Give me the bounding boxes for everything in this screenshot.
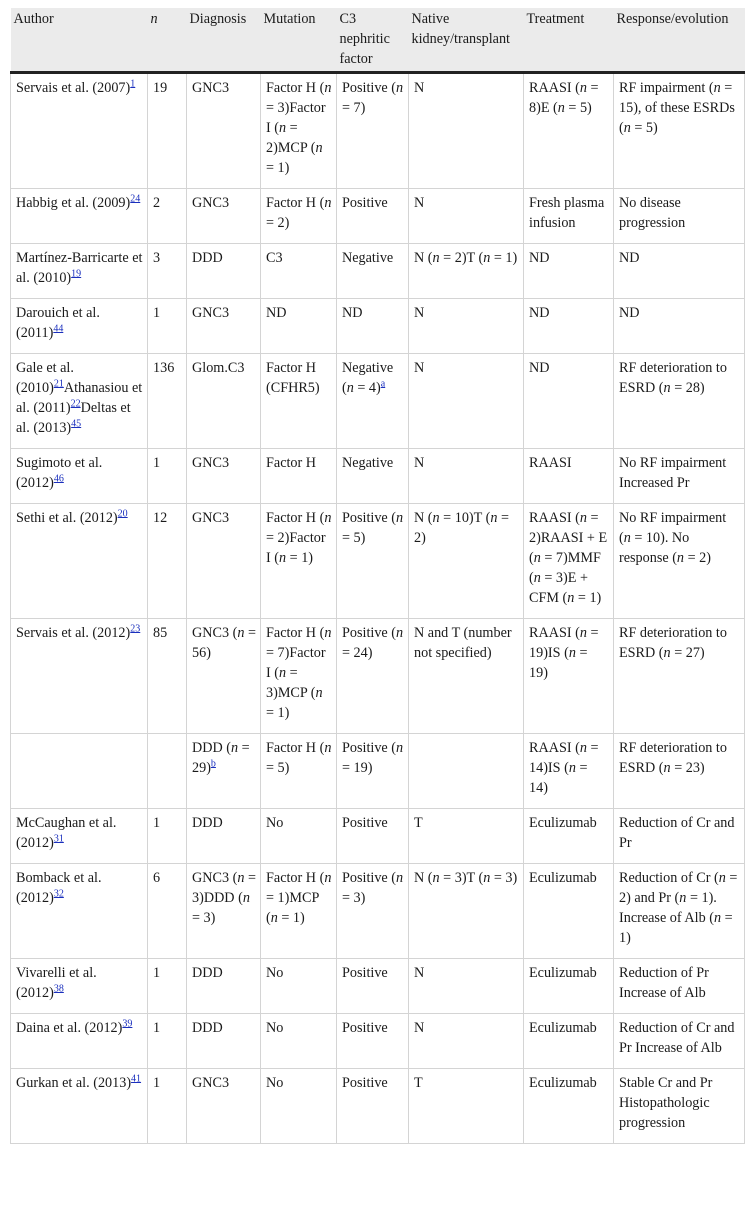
cell-author	[11, 734, 148, 809]
reference-link[interactable]: 31	[53, 833, 64, 845]
reference-link[interactable]: 41	[131, 1073, 142, 1085]
cell-treatment: Eculizumab	[524, 1014, 614, 1069]
footnote-link[interactable]: a	[380, 378, 386, 390]
cell-diagnosis: DDD (n = 29)$^b$	[187, 734, 261, 809]
cell-mutation: ND	[261, 299, 337, 354]
table-row	[11, 504, 745, 619]
cell-response: RF deterioration to ESRD (n = 27)	[614, 619, 745, 734]
reference-link[interactable]: 44	[53, 323, 64, 335]
reference-link[interactable]: 24	[130, 193, 141, 205]
cell-author: Gale et al. (2010)$^{21}$Athanasiou et al. (2011)$^{22}$Deltas et al. (2013)$^{45}$	[11, 354, 148, 449]
cell-n: 6	[148, 864, 187, 959]
cell-n: 85	[148, 619, 187, 734]
cell-n: 1	[148, 1014, 187, 1069]
cell-author: Servais et al. (2007)$^1$	[11, 73, 148, 189]
cell-treatment: ND	[524, 244, 614, 299]
table-row	[11, 449, 745, 504]
footnote-link[interactable]: 22	[70, 398, 81, 410]
table-row	[11, 244, 745, 299]
cell-author: Bomback et al. (2012)$^{32}$	[11, 864, 148, 959]
cell-c3: Negative	[337, 244, 409, 299]
cell-c3: Positive (n = 24)	[337, 619, 409, 734]
cell-n	[148, 734, 187, 809]
cell-diagnosis: GNC3	[187, 299, 261, 354]
cell-mutation: Factor H	[261, 449, 337, 504]
reference-link[interactable]: 1	[130, 78, 136, 90]
cell-response: Reduction of Cr and Pr	[614, 809, 745, 864]
cell-mutation: Factor H (n = 2)	[261, 189, 337, 244]
cell-response: RF deterioration to ESRD (n = 28)	[614, 354, 745, 449]
cell-native	[409, 734, 524, 809]
cell-response: Reduction of Pr Increase of Alb	[614, 959, 745, 1014]
col-header-diagnosis: Diagnosis	[187, 8, 261, 73]
col-header-native-kidney-transplant: Native kidney/transplant	[409, 8, 524, 73]
cell-native: N (n = 3)T (n = 3)	[409, 864, 524, 959]
cell-response: No RF impairment Increased Pr	[614, 449, 745, 504]
table-row	[11, 1069, 745, 1144]
cell-c3: Positive	[337, 1069, 409, 1144]
table-row	[11, 959, 745, 1014]
cell-mutation: Factor H (n = 7)Factor I (n = 3)MCP (n = 1)	[261, 619, 337, 734]
cell-diagnosis: GNC3	[187, 504, 261, 619]
col-header-n: n	[148, 8, 187, 73]
table-row	[11, 619, 745, 734]
cell-treatment: Eculizumab	[524, 809, 614, 864]
cell-native: T	[409, 809, 524, 864]
cell-response: ND	[614, 299, 745, 354]
cell-response: Reduction of Cr (n = 2) and Pr (n = 1). Increase of Alb (n = 1)	[614, 864, 745, 959]
cell-response: RF deterioration to ESRD (n = 23)	[614, 734, 745, 809]
cell-response: ND	[614, 244, 745, 299]
cell-native: N (n = 2)T (n = 1)	[409, 244, 524, 299]
cell-native: T	[409, 1069, 524, 1144]
cell-treatment: RAASI (n = 19)IS (n = 19)	[524, 619, 614, 734]
cell-response: RF impairment (n = 15), of these ESRDs (n = 5)	[614, 73, 745, 189]
cell-mutation: No	[261, 1014, 337, 1069]
cell-mutation: Factor H (n = 5)	[261, 734, 337, 809]
cell-mutation: C3	[261, 244, 337, 299]
cell-diagnosis: GNC3	[187, 73, 261, 189]
cell-treatment: Eculizumab	[524, 864, 614, 959]
cell-native: N	[409, 299, 524, 354]
cell-native: N	[409, 449, 524, 504]
cell-author: Gurkan et al. (2013)$^{41}$	[11, 1069, 148, 1144]
table-row	[11, 354, 745, 449]
reference-link[interactable]: 38	[53, 983, 64, 995]
cell-native: N and T (number not specified)	[409, 619, 524, 734]
cell-native: N	[409, 189, 524, 244]
literature-table	[10, 8, 745, 1144]
cell-diagnosis: GNC3	[187, 189, 261, 244]
cell-native: N (n = 10)T (n = 2)	[409, 504, 524, 619]
cell-author: Habbig et al. (2009)$^{24}$	[11, 189, 148, 244]
cell-treatment: RAASI (n = 2)RAASI + E (n = 7)MMF (n = 3)E + CFM (n = 1)	[524, 504, 614, 619]
cell-c3: Positive	[337, 189, 409, 244]
cell-diagnosis: GNC3 (n = 56)	[187, 619, 261, 734]
cell-author: Sethi et al. (2012)$^{20}$	[11, 504, 148, 619]
reference-link[interactable]: 46	[53, 473, 64, 485]
cell-author: McCaughan et al. (2012)$^{31}$	[11, 809, 148, 864]
cell-native: N	[409, 1014, 524, 1069]
cell-diagnosis: GNC3 (n = 3)DDD (n = 3)	[187, 864, 261, 959]
cell-native: N	[409, 959, 524, 1014]
table-row	[11, 734, 745, 809]
cell-treatment: Fresh plasma infusion	[524, 189, 614, 244]
cell-response: No RF impairment (n = 10). No response (n = 2)	[614, 504, 745, 619]
cell-diagnosis: DDD	[187, 1014, 261, 1069]
cell-mutation: Factor H (n = 2)Factor I (n = 1)	[261, 504, 337, 619]
cell-author: Darouich et al. (2011)$^{44}$	[11, 299, 148, 354]
table-row	[11, 809, 745, 864]
cell-treatment: RAASI (n = 8)E (n = 5)	[524, 73, 614, 189]
cell-c3: Positive	[337, 1014, 409, 1069]
cell-diagnosis: GNC3	[187, 449, 261, 504]
cell-treatment: ND	[524, 299, 614, 354]
cell-c3: Negative	[337, 449, 409, 504]
cell-diagnosis: DDD	[187, 809, 261, 864]
table-row	[11, 189, 745, 244]
cell-mutation: No	[261, 959, 337, 1014]
table-row	[11, 73, 745, 189]
reference-link[interactable]: 19	[71, 268, 82, 280]
cell-mutation: Factor H (CFHR5)	[261, 354, 337, 449]
cell-response: No disease progression	[614, 189, 745, 244]
cell-mutation: No	[261, 1069, 337, 1144]
cell-author: Martínez-Barricarte et al. (2010)$^{19}$	[11, 244, 148, 299]
cell-n: 1	[148, 299, 187, 354]
cell-author: Vivarelli et al. (2012)$^{38}$	[11, 959, 148, 1014]
cell-n: 1	[148, 809, 187, 864]
reference-link[interactable]: 45	[71, 418, 82, 430]
cell-c3: Positive (n = 7)	[337, 73, 409, 189]
footnote-link[interactable]: b	[210, 758, 216, 770]
col-header-treatment: Treatment	[524, 8, 614, 73]
reference-link[interactable]: 20	[117, 508, 128, 520]
cell-treatment: ND	[524, 354, 614, 449]
cell-author: Sugimoto et al. (2012)$^{46}$	[11, 449, 148, 504]
cell-c3: Positive	[337, 959, 409, 1014]
cell-n: 136	[148, 354, 187, 449]
table-header-row	[11, 8, 745, 73]
cell-native: N	[409, 73, 524, 189]
cell-native: N	[409, 354, 524, 449]
cell-c3: Positive (n = 3)	[337, 864, 409, 959]
cell-c3: Negative (n = 4)$^a$	[337, 354, 409, 449]
cell-n: 1	[148, 449, 187, 504]
cell-diagnosis: DDD	[187, 244, 261, 299]
col-header-author: Author	[11, 8, 148, 73]
table-row	[11, 1014, 745, 1069]
cell-n: 2	[148, 189, 187, 244]
cell-response: Reduction of Cr and Pr Increase of Alb	[614, 1014, 745, 1069]
cell-mutation: Factor H (n = 3)Factor I (n = 2)MCP (n = 1)	[261, 73, 337, 189]
cell-treatment: RAASI	[524, 449, 614, 504]
cell-mutation: No	[261, 809, 337, 864]
col-header-response-evolution: Response/evolution	[614, 8, 745, 73]
cell-c3: Positive	[337, 809, 409, 864]
cell-diagnosis: DDD	[187, 959, 261, 1014]
cell-n: 12	[148, 504, 187, 619]
cell-n: 1	[148, 959, 187, 1014]
cell-treatment: RAASI (n = 14)IS (n = 14)	[524, 734, 614, 809]
cell-n: 3	[148, 244, 187, 299]
reference-link[interactable]: 39	[122, 1018, 133, 1030]
cell-c3: ND	[337, 299, 409, 354]
col-header-mutation: Mutation	[261, 8, 337, 73]
cell-treatment: Eculizumab	[524, 1069, 614, 1144]
cell-diagnosis: Glom.C3	[187, 354, 261, 449]
cell-mutation: Factor H (n = 1)MCP (n = 1)	[261, 864, 337, 959]
cell-treatment: Eculizumab	[524, 959, 614, 1014]
cell-author: Daina et al. (2012)$^{39}$	[11, 1014, 148, 1069]
cell-n: 19	[148, 73, 187, 189]
cell-author: Servais et al. (2012)$^{23}$	[11, 619, 148, 734]
cell-c3: Positive (n = 19)	[337, 734, 409, 809]
cell-c3: Positive (n = 5)	[337, 504, 409, 619]
reference-link[interactable]: 32	[53, 888, 64, 900]
table-row	[11, 864, 745, 959]
cell-response: Stable Cr and Pr Histopathologic progression	[614, 1069, 745, 1144]
footnote-link[interactable]: 21	[53, 378, 64, 390]
cell-n: 1	[148, 1069, 187, 1144]
col-header-c3-nephritic-factor: C3 nephritic factor	[337, 8, 409, 73]
reference-link[interactable]: 23	[130, 623, 141, 635]
cell-diagnosis: GNC3	[187, 1069, 261, 1144]
table-row	[11, 299, 745, 354]
